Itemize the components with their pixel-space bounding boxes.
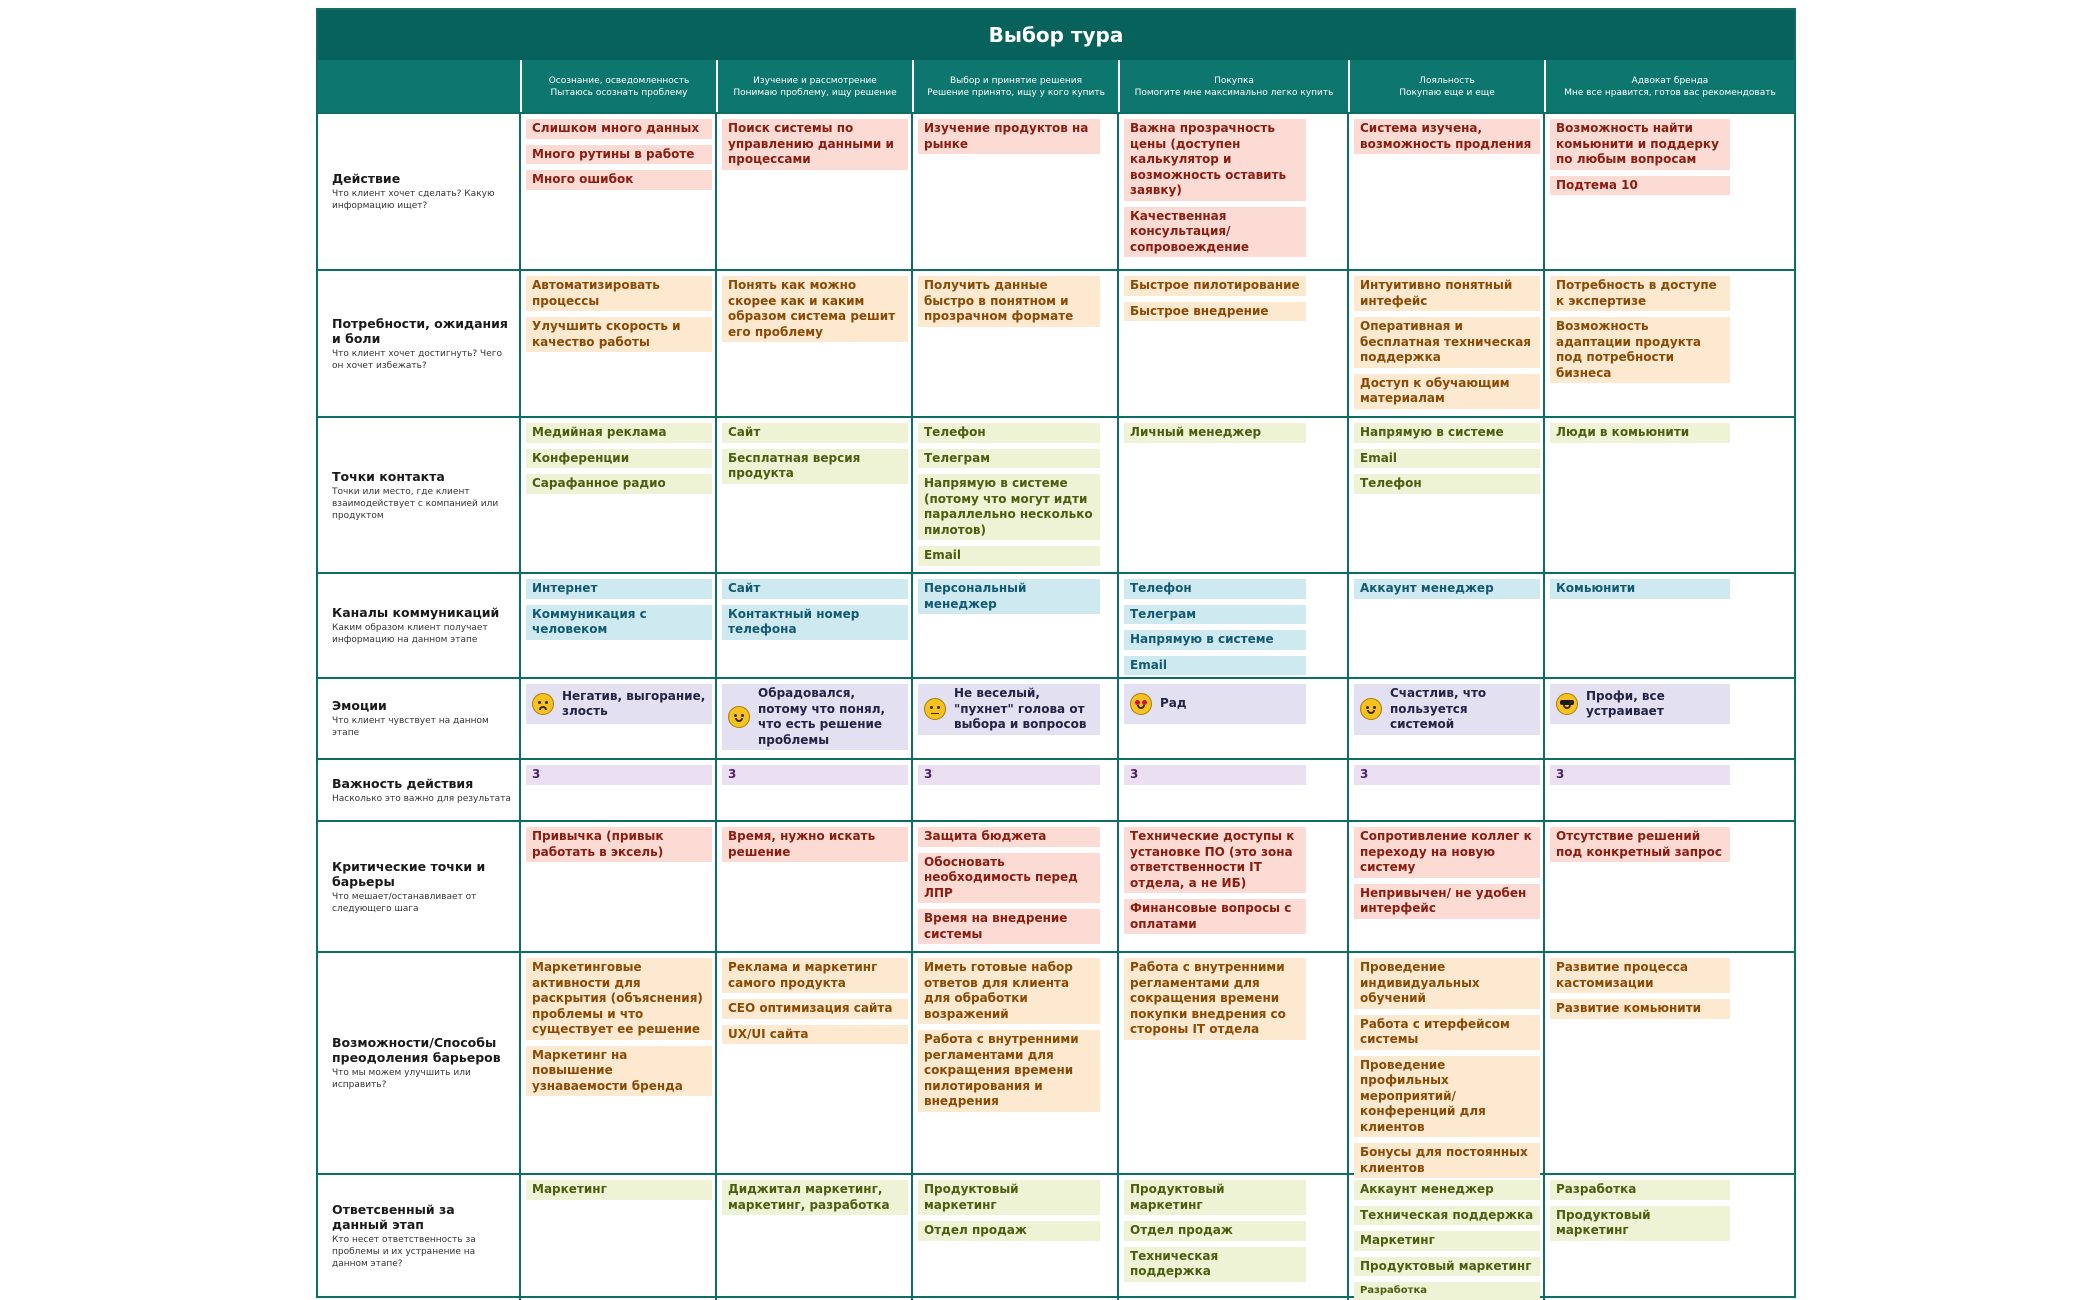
sticky-note[interactable]: Слишком много данных: [526, 119, 712, 139]
row-title: Точки контакта: [332, 468, 445, 484]
sticky-note[interactable]: Аккаунт менеджер: [1354, 579, 1540, 599]
sticky-note[interactable]: Маркетинг на повышение узнаваемости бренда: [526, 1046, 712, 1097]
cell-4-2: [722, 579, 908, 640]
sticky-note[interactable]: 3: [722, 765, 908, 785]
cell-8-5: [1354, 958, 1540, 1178]
stage-description: Решение принято, ищу у кого купить: [927, 87, 1105, 98]
cell-4-5: [1354, 579, 1540, 599]
sticky-note[interactable]: Напрямую в системе: [1354, 423, 1540, 443]
sticky-note-small[interactable]: Разработка: [1354, 1282, 1540, 1300]
sticky-note[interactable]: Сарафанное радио: [526, 474, 712, 494]
sticky-note[interactable]: Важна прозрачность цены (доступен калькулятор и возможность оставить заявку): [1124, 119, 1306, 201]
cell-4-3: [918, 579, 1100, 614]
emotion-text: Профи, все устраивает: [1586, 688, 1665, 718]
sticky-note[interactable]: Иметь готовые набор ответов для клиента для обработки возражений: [918, 958, 1100, 1024]
stage-description: Помогите мне максимально легко купить: [1134, 87, 1334, 98]
emotion-note[interactable]: [1550, 684, 1730, 724]
sticky-note[interactable]: Потребность в доступе к экспертизе: [1550, 276, 1730, 311]
sticky-note[interactable]: Напрямую в системе: [1124, 630, 1306, 650]
sticky-note[interactable]: Поиск системы по управлению данными и процессами: [722, 119, 908, 170]
row-label-5: [332, 678, 512, 759]
row-divider: [318, 269, 1794, 271]
face-mouth: [931, 713, 939, 714]
sticky-note[interactable]: Конференции: [526, 449, 712, 469]
cell-3-1: [526, 423, 712, 494]
stage-name: Осознание, осведомленность: [548, 75, 690, 86]
cell-6-6: [1550, 765, 1730, 785]
cell-1-2: [722, 119, 908, 170]
sticky-note[interactable]: Маркетинговые активности для раскрытия (объяснения) проблемы и что существует ее решение: [526, 958, 712, 1040]
sticky-note[interactable]: Получить данные быстро в понятном и прозрачном формате: [918, 276, 1100, 327]
sticky-note[interactable]: Маркетинг: [526, 1180, 712, 1200]
sticky-note[interactable]: Телеграм: [1124, 605, 1306, 625]
column-divider: [1117, 113, 1119, 1300]
sticky-note[interactable]: Продуктовый маркетинг: [1550, 1206, 1730, 1241]
stage-name: Покупка: [1214, 75, 1254, 86]
row-title: Возможности/Способы преодоления барьеров: [332, 1035, 501, 1065]
sticky-note[interactable]: Работа с внутренними регламентами для сокращения времени покупки внедрения со стороны IT отдела: [1124, 958, 1306, 1040]
row-label-4: [332, 573, 512, 678]
cell-4-4: [1124, 579, 1306, 675]
stage-header-4: [1118, 60, 1348, 113]
sticky-note[interactable]: Email: [1354, 449, 1540, 469]
cell-8-4: [1124, 958, 1306, 1040]
row-subtitle: Кто несет ответственность за проблемы и их устранение на данном этапе?: [332, 1235, 476, 1269]
cell-4-1: [526, 579, 712, 640]
sticky-note[interactable]: UX/UI сайта: [722, 1025, 908, 1045]
column-divider: [1543, 113, 1545, 1300]
cell-5-5: [1354, 684, 1540, 735]
stage-header-corner: [318, 60, 520, 113]
cell-6-3: [918, 765, 1100, 785]
face-mouth: [539, 706, 547, 710]
row-subtitle: Что мешает/останавливает от следующего шага: [332, 891, 477, 914]
row-divider: [318, 416, 1794, 418]
sticky-note[interactable]: Финансовые вопросы с оплатами: [1124, 899, 1306, 934]
row-divider: [318, 677, 1794, 679]
cell-2-2: [722, 276, 908, 342]
row-title: Действие: [332, 171, 401, 186]
stage-name: Адвокат бренда: [1631, 75, 1709, 86]
cell-3-4: [1124, 423, 1306, 443]
row-subtitle: Что клиент хочет сделать? Какую информацию ищет?: [332, 189, 495, 211]
journey-map-board: [316, 8, 1796, 1298]
emotion-text: Не веселый, "пухнет" голова от выбора и вопросов: [954, 686, 1087, 731]
sticky-note[interactable]: Медийная реклама: [526, 423, 712, 443]
cell-7-3: [918, 827, 1100, 944]
row-divider: [318, 1173, 1794, 1175]
sticky-note[interactable]: Непривычен/ не удобен интерфейс: [1354, 884, 1540, 919]
sticky-note[interactable]: Подтема 10: [1550, 176, 1730, 196]
sticky-note[interactable]: Улучшить скорость и качество работы: [526, 317, 712, 352]
row-title: Критические точки и барьеры: [332, 858, 486, 889]
cell-3-3: [918, 423, 1100, 566]
row-label-3: [332, 417, 512, 573]
cell-9-1: [526, 1180, 712, 1200]
row-title: Каналы коммуникаций: [332, 605, 500, 620]
sticky-note[interactable]: Много ошибок: [526, 170, 712, 190]
sticky-note[interactable]: Диджитал маркетинг, маркетинг, разработка: [722, 1180, 908, 1215]
sticky-note[interactable]: Продуктовый маркетинг: [918, 1180, 1100, 1215]
cell-5-2: [722, 684, 908, 750]
cell-9-5: [1354, 1180, 1540, 1300]
sticky-note[interactable]: Персональный менеджер: [918, 579, 1100, 614]
cell-5-6: [1550, 684, 1730, 724]
sticky-note[interactable]: Работа с внутренними регламентами для сокращения времени пилотирования и внедрения: [918, 1030, 1100, 1112]
sticky-note[interactable]: Автоматизировать процессы: [526, 276, 712, 311]
emotion-text: Обрадовался, потому что понял, что есть решение проблемы: [758, 686, 886, 747]
column-divider: [1347, 113, 1349, 1300]
cell-2-4: [1124, 276, 1306, 321]
stage-name: Выбор и принятие решения: [949, 75, 1083, 86]
cell-2-6: [1550, 276, 1730, 383]
row-title: Потребности, ожидания и боли: [332, 315, 508, 346]
stage-header-5: [1348, 60, 1544, 113]
cell-5-1: [526, 684, 712, 724]
sticky-note[interactable]: Техническая поддержка: [1124, 1247, 1306, 1282]
cell-3-2: [722, 423, 908, 484]
row-label-2: [332, 270, 512, 417]
sticky-note[interactable]: Интуитивно понятный интефейс: [1354, 276, 1540, 311]
row-subtitle: Насколько это важно для результата: [332, 793, 511, 804]
sticky-note[interactable]: Оперативная и бесплатная техническая поддержка: [1354, 317, 1540, 368]
cell-3-5: [1354, 423, 1540, 494]
thinking-face-icon: [924, 698, 946, 720]
sticky-note[interactable]: 3: [1354, 765, 1540, 785]
cell-5-4: [1124, 684, 1306, 724]
sticky-note[interactable]: Привычка (привык работать в эксель): [526, 827, 712, 862]
heart-eyes-face-icon: [1130, 693, 1152, 715]
row-label-6: [332, 759, 512, 821]
sticky-note[interactable]: Продуктовый маркетинг: [1124, 1180, 1306, 1215]
sticky-note[interactable]: Коммуникация с человеком: [526, 605, 712, 640]
sticky-note[interactable]: Продуктовый маркетинг: [1354, 1257, 1540, 1277]
row-label-7: [332, 821, 512, 952]
cell-2-3: [918, 276, 1100, 327]
cell-2-1: [526, 276, 712, 352]
stage-header-3: [912, 60, 1118, 113]
sticky-note[interactable]: Бесплатная версия продукта: [722, 449, 908, 484]
cell-7-5: [1354, 827, 1540, 919]
cell-9-4: [1124, 1180, 1306, 1282]
row-subtitle: Что клиент чувствует на данном этапе: [332, 716, 489, 738]
sticky-note[interactable]: Система изучена, возможность продления: [1354, 119, 1540, 154]
emotion-text: Негатив, выгорание, злость: [562, 688, 706, 718]
sticky-note[interactable]: Маркетинг: [1354, 1231, 1540, 1251]
row-subtitle: Что клиент хочет достигнуть? Чего он хочет избежать?: [332, 348, 502, 371]
sticky-note[interactable]: Личный менеджер: [1124, 423, 1306, 443]
sticky-note[interactable]: Понять как можно скорее как и каким образом система решит его проблему: [722, 276, 908, 342]
cell-8-1: [526, 958, 712, 1096]
row-label-9: [332, 1174, 512, 1298]
sticky-note[interactable]: Контактный номер телефона: [722, 605, 908, 640]
sticky-note[interactable]: Люди в комьюнити: [1550, 423, 1730, 443]
stage-description: Понимаю проблему, ищу решение: [733, 87, 897, 98]
smiling-face-icon: [1360, 698, 1382, 720]
stage-description: Мне все нравится, готов вас рекомендовать: [1564, 87, 1776, 98]
row-subtitle: Что мы можем улучшить или исправить?: [332, 1068, 471, 1090]
sticky-note[interactable]: Телеграм: [918, 449, 1100, 469]
sticky-note[interactable]: Напрямую в системе (потому что могут идти параллельно несколько пилотов): [918, 474, 1100, 540]
sticky-note[interactable]: Бонусы для постоянных клиентов: [1354, 1143, 1540, 1178]
sticky-note[interactable]: Качественная консультация/ сопровоеждение: [1124, 207, 1306, 258]
emotion-text: Рад: [1160, 696, 1187, 711]
sticky-note[interactable]: Телефон: [918, 423, 1100, 443]
sticky-note[interactable]: Телефон: [1354, 474, 1540, 494]
emotion-note[interactable]: [1354, 684, 1540, 735]
stage-header-2: [716, 60, 912, 113]
sticky-note[interactable]: Сайт: [722, 579, 908, 599]
sticky-note[interactable]: Интернет: [526, 579, 712, 599]
cell-9-3: [918, 1180, 1100, 1241]
row-title: Ответсвенный за данный этап: [332, 1202, 455, 1232]
cell-1-5: [1354, 119, 1540, 154]
emotion-text: Счастлив, что пользуется системой: [1390, 686, 1487, 731]
row-label-1: [332, 113, 512, 270]
sticky-note[interactable]: Проведение индивидуальных обучений: [1354, 958, 1540, 1009]
sticky-note[interactable]: Быстрое внедрение: [1124, 302, 1306, 322]
sticky-note[interactable]: Сайт: [722, 423, 908, 443]
face-mouth: [1137, 705, 1145, 709]
cell-7-2: [722, 827, 908, 862]
column-divider: [715, 113, 717, 1300]
row-divider: [318, 758, 1794, 760]
stage-description: Пытаюсь осознать проблему: [550, 87, 688, 98]
row-label-8: [332, 952, 512, 1174]
cell-7-4: [1124, 827, 1306, 934]
sticky-note[interactable]: Много рутины в работе: [526, 145, 712, 165]
sticky-note[interactable]: Аккаунт менеджер: [1354, 1180, 1540, 1200]
sticky-note[interactable]: 3: [526, 765, 712, 785]
stage-header-1: [520, 60, 716, 113]
sticky-note[interactable]: Разработка: [1550, 1180, 1730, 1200]
cell-1-3: [918, 119, 1100, 154]
sticky-note[interactable]: Возможность адаптации продукта под потребности бизнеса: [1550, 317, 1730, 383]
cell-7-6: [1550, 827, 1730, 862]
relieved-face-icon: [728, 706, 750, 728]
sticky-note[interactable]: СЕО оптимизация сайта: [722, 999, 908, 1019]
sticky-note[interactable]: Комьюнити: [1550, 579, 1730, 599]
cell-9-6: [1550, 1180, 1730, 1241]
cell-8-6: [1550, 958, 1730, 1019]
sticky-note[interactable]: Технические доступы к установке ПО (это зона ответственности IT отдела, а не ИБ): [1124, 827, 1306, 893]
row-divider: [318, 820, 1794, 822]
sticky-note[interactable]: Обосновать необходимость перед ЛПР: [918, 853, 1100, 904]
cell-1-4: [1124, 119, 1306, 257]
emotion-note[interactable]: [918, 684, 1100, 735]
sunglasses-shape: [1560, 700, 1574, 705]
stage-name: Лояльность: [1419, 75, 1475, 86]
cell-1-1: [526, 119, 712, 190]
emotion-note[interactable]: [526, 684, 712, 724]
sticky-note[interactable]: 3: [918, 765, 1100, 785]
cell-9-2: [722, 1180, 908, 1215]
cell-2-5: [1354, 276, 1540, 409]
row-title: Эмоции: [332, 698, 387, 713]
cell-6-4: [1124, 765, 1306, 785]
sticky-note[interactable]: Телефон: [1124, 579, 1306, 599]
sticky-note[interactable]: Проведение профильных мероприятий/ конференций для клиентов: [1354, 1056, 1540, 1138]
sticky-note[interactable]: Отсутствие решений под конкретный запрос: [1550, 827, 1730, 862]
row-title: Важность действия: [332, 775, 474, 791]
emotion-note[interactable]: [1124, 684, 1306, 724]
sunglasses-face-icon: [1556, 693, 1578, 715]
column-divider: [911, 113, 913, 1300]
sticky-note[interactable]: Сопротивление коллег к переходу на новую систему: [1354, 827, 1540, 878]
row-divider: [318, 572, 1794, 574]
cell-8-2: [722, 958, 908, 1044]
sticky-note[interactable]: Время, нужно искать решение: [722, 827, 908, 862]
sticky-note[interactable]: Реклама и маркетинг самого продукта: [722, 958, 908, 993]
sticky-note[interactable]: Техническая поддержка: [1354, 1206, 1540, 1226]
sticky-note[interactable]: Доступ к обучающим материалам: [1354, 374, 1540, 409]
sticky-note[interactable]: Время на внедрение системы: [918, 909, 1100, 944]
sticky-note[interactable]: 3: [1124, 765, 1306, 785]
cell-8-3: [918, 958, 1100, 1112]
stage-header-6: [1544, 60, 1794, 113]
row-subtitle: Каким образом клиент получает информацию на данном этапе: [332, 623, 488, 645]
row-divider: [318, 951, 1794, 953]
cell-7-1: [526, 827, 712, 862]
emotion-note[interactable]: [722, 684, 908, 750]
cell-6-2: [722, 765, 908, 785]
cell-5-3: [918, 684, 1100, 735]
sad-face-icon: [532, 693, 554, 715]
sticky-note[interactable]: Возможность найти комьюнити и поддерку по любым вопросам: [1550, 119, 1730, 170]
board-title: Выбор тура: [318, 10, 1794, 60]
cell-6-5: [1354, 765, 1540, 785]
sticky-note[interactable]: Отдел продаж: [918, 1221, 1100, 1241]
sticky-note[interactable]: Быстрое пилотирование: [1124, 276, 1306, 296]
face-mouth: [1367, 710, 1375, 714]
stage-name: Изучение и рассмотрение: [753, 75, 877, 86]
sticky-note[interactable]: Изучение продуктов на рынке: [918, 119, 1100, 154]
face-mouth: [1563, 705, 1571, 709]
row-divider: [318, 112, 1794, 114]
sticky-note[interactable]: Отдел продаж: [1124, 1221, 1306, 1241]
stage-description: Покупаю еще и еще: [1399, 87, 1495, 98]
sticky-note[interactable]: Работа с итерфейсом системы: [1354, 1015, 1540, 1050]
sticky-note[interactable]: Защита бюджета: [918, 827, 1100, 847]
cell-1-6: [1550, 119, 1730, 195]
sticky-note[interactable]: Email: [918, 546, 1100, 566]
cell-4-6: [1550, 579, 1730, 599]
sticky-note[interactable]: Email: [1124, 656, 1306, 676]
row-subtitle: Точки или место, где клиент взаимодействует с компанией или продуктом: [332, 486, 499, 521]
cell-3-6: [1550, 423, 1730, 443]
sticky-note[interactable]: 3: [1550, 765, 1730, 785]
sticky-note[interactable]: Развитие процесса кастомизации: [1550, 958, 1730, 993]
sticky-note[interactable]: Развитие комьюнити: [1550, 999, 1730, 1019]
column-divider: [519, 113, 521, 1300]
face-mouth: [735, 718, 743, 722]
cell-6-1: [526, 765, 712, 785]
